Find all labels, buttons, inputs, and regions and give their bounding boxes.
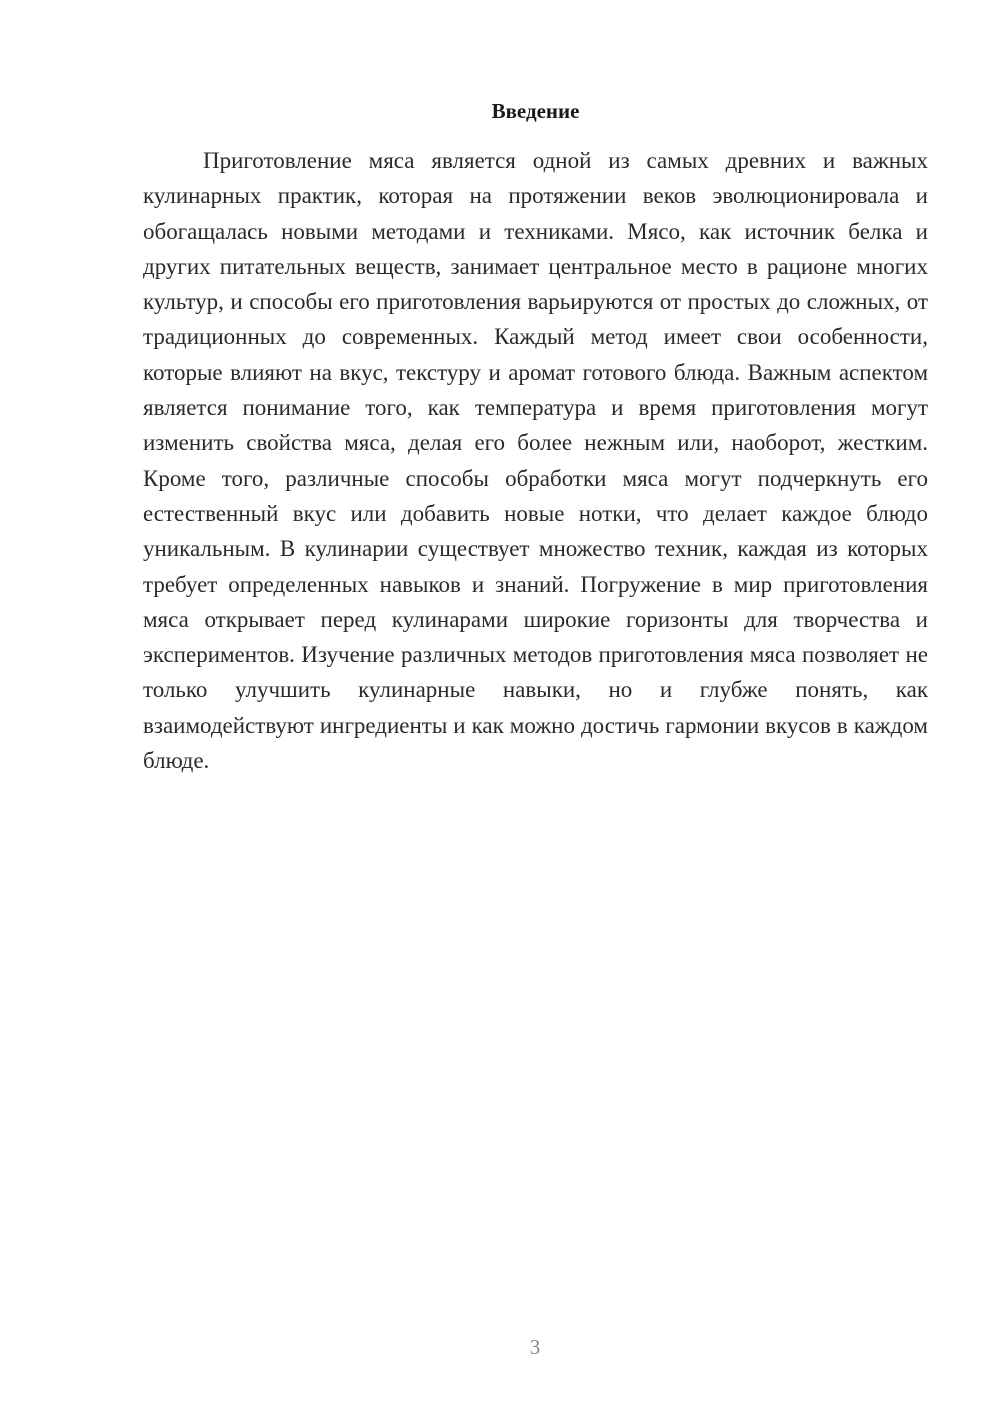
page-number: 3 [529,1335,541,1359]
section-heading: Введение [491,99,580,123]
body-paragraph: Приготовление мяса является одной из самых древних и важных кулинарных практик, которая на протяжении веков эволюционировала и обогащалась новыми методами и техниками. Мясо, как источник белка и других питательных веществ, занимает центральное место в рационе многих культур, и способы его приготовления варьируются от простых до сложных, от традиционных до современных. Каждый метод имеет свои особенности, которые влияют на вкус, текстуру и аромат готового блюда. Важным аспектом является понимание того, как температура и время приготовления могут изменить свойства мяса, делая его более нежным или, наоборот, жестким. Кроме того, различные способы обработки мяса могут подчеркнуть его естественный вкус или добавить новые нотки, что делает каждое блюдо уникальным. В кулинарии существует множество техник, каждая из которых требует определенных навыков и знаний. Погружение в мир приготовления мяса открывает перед кулинарами широкие горизонты для творчества и экспериментов. Изучение различных методов приготовления мяса позволяет не только улучшить кулинарные навыки, но и глубже понять, как взаимодействуют ингредиенты и как можно достичь гармонии вкусов в каждом блюде. [143,148,928,774]
